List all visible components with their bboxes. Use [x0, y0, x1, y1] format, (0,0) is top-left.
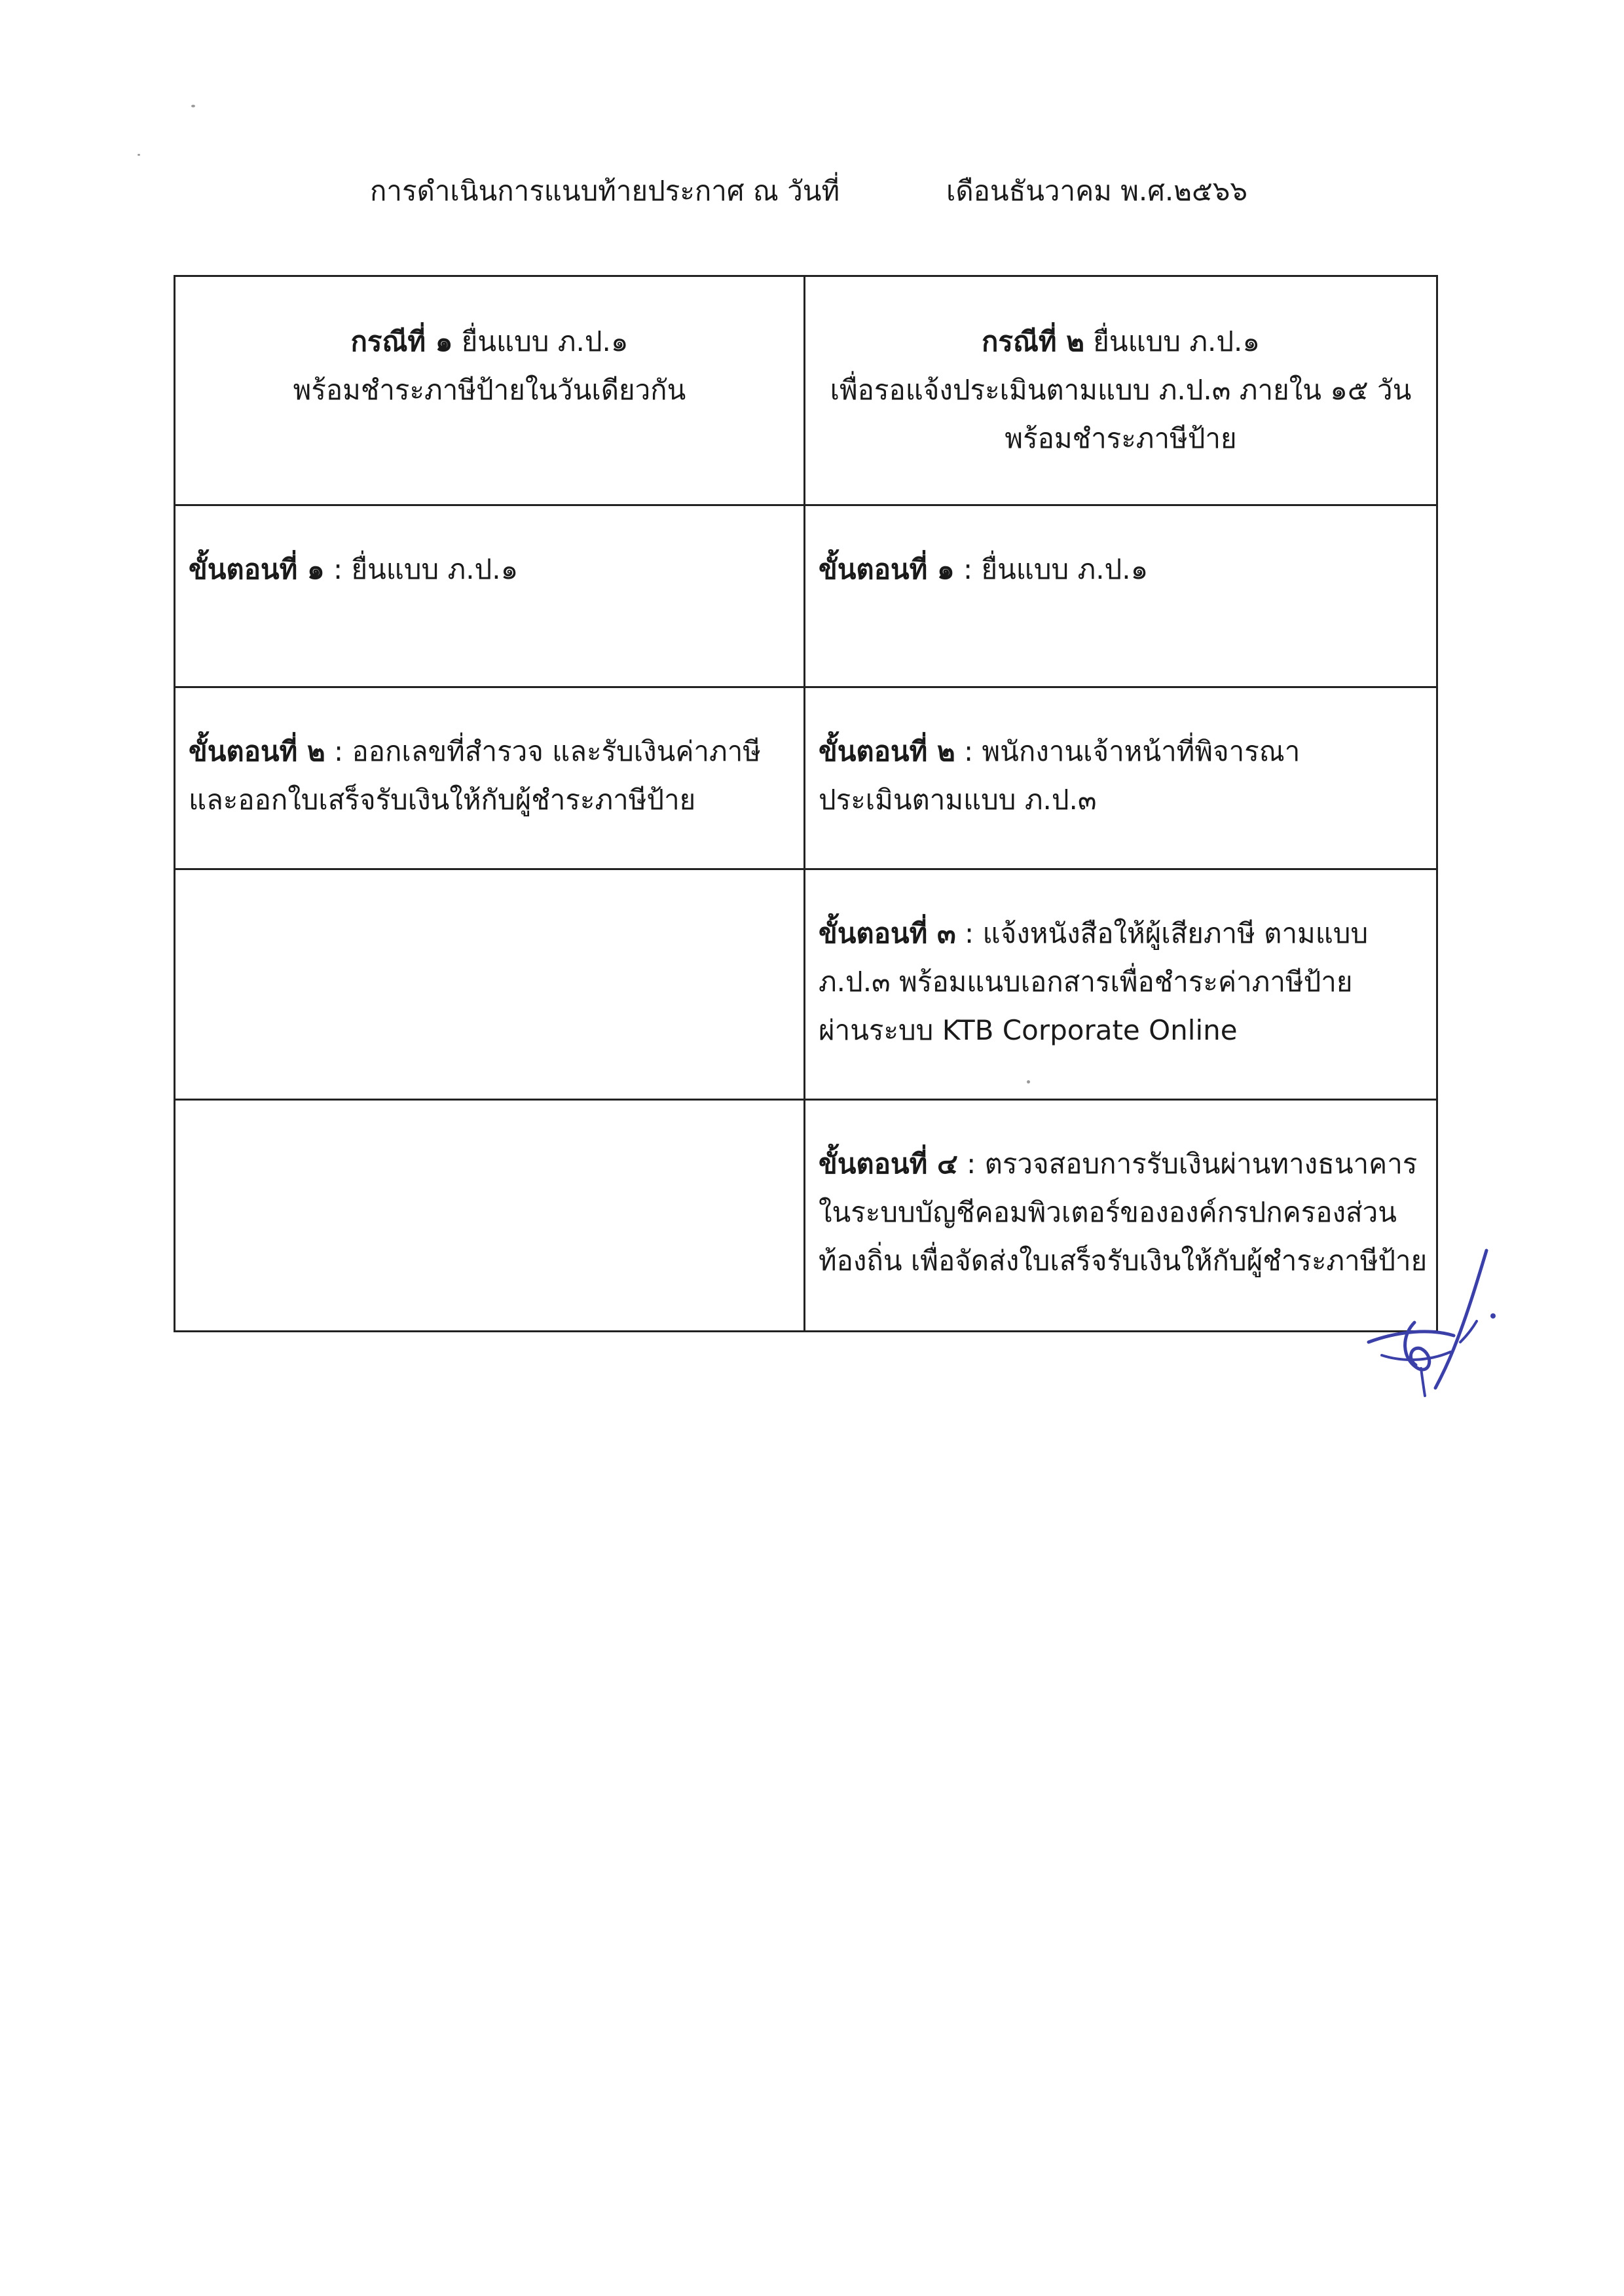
- case-1-line2: พร้อมชำระภาษีป้ายในวันเดียวกัน: [293, 374, 686, 406]
- step-label: ขั้นตอนที่ ๓: [819, 917, 956, 949]
- step-text: ท้องถิ่น เพื่อจัดส่งใบเสร็จรับเงินให้กับผู้ชำระภาษีป้าย: [819, 1245, 1428, 1277]
- step-text: : ยื่นแบบ ภ.ป.๑: [954, 553, 1149, 585]
- case-2-line3: พร้อมชำระภาษีป้าย: [1005, 422, 1237, 454]
- case-2-step-2: [805, 687, 1437, 869]
- step-label: ขั้นตอนที่ ๒: [189, 735, 325, 767]
- case-1-line1: ยื่นแบบ ภ.ป.๑: [452, 325, 629, 357]
- table-row: [175, 1100, 1437, 1332]
- step-text: ผ่านระบบ KTB Corporate Online: [819, 1014, 1238, 1046]
- scan-speck: [138, 154, 140, 156]
- step-label: ขั้นตอนที่ ๑: [819, 553, 955, 585]
- step-label: ขั้นตอนที่ ๒: [819, 735, 955, 767]
- step-text: : แจ้งหนังสือให้ผู้เสียภาษี ตามแบบ: [955, 917, 1369, 949]
- table-row: [175, 505, 1437, 687]
- scan-speck: [1027, 1080, 1030, 1084]
- step-text: : ออกเลขที่สำรวจ และรับเงินค่าภาษี: [325, 735, 761, 767]
- step-text: ภ.ป.๓ พร้อมแนบเอกสารเพื่อชำระค่าภาษีป้าย: [819, 966, 1353, 998]
- step-text: ประเมินตามแบบ ภ.ป.๓: [819, 784, 1097, 816]
- step-label: ขั้นตอนที่ ๑: [189, 553, 325, 585]
- case-2-line1: ยื่นแบบ ภ.ป.๑: [1084, 325, 1261, 357]
- step-text: ในระบบบัญชีคอมพิวเตอร์ขององค์กรปกครองส่วน: [819, 1196, 1397, 1228]
- case-2-step-1: [805, 505, 1437, 687]
- procedure-table: [174, 275, 1438, 1332]
- case-2-step-4: [805, 1100, 1437, 1332]
- step-text: : ตรวจสอบการรับเงินผ่านทางธนาคาร: [957, 1148, 1418, 1180]
- step-text: : ยื่นแบบ ภ.ป.๑: [324, 553, 519, 585]
- scan-speck: [191, 105, 195, 107]
- case-2-line2: เพื่อรอแจ้งประเมินตามแบบ ภ.ป.๓ ภายใน ๑๕ วัน: [830, 374, 1412, 406]
- case-2-header: [805, 276, 1437, 505]
- table-row: [175, 869, 1437, 1100]
- step-text: : พนักงานเจ้าหน้าที่พิจารณา: [955, 735, 1301, 767]
- empty-cell: [175, 869, 805, 1100]
- case-1-header: [175, 276, 805, 505]
- table-row: [175, 687, 1437, 869]
- title-right: เดือนธันวาคม พ.ศ.๒๕๖๖: [946, 175, 1248, 207]
- case-1-step-2: [175, 687, 805, 869]
- step-text: และออกใบเสร็จรับเงินให้กับผู้ชำระภาษีป้าย: [189, 784, 696, 816]
- signature-mark: [1356, 1244, 1500, 1401]
- table-header-row: [175, 276, 1437, 505]
- step-label: ขั้นตอนที่ ๔: [819, 1148, 958, 1180]
- case-2-step-3: [805, 869, 1437, 1100]
- case-1-label: กรณีที่ ๑: [350, 325, 453, 357]
- case-2-label: กรณีที่ ๒: [981, 325, 1084, 357]
- empty-cell: [175, 1100, 805, 1332]
- title-left: การดำเนินการแนบท้ายประกาศ ณ วันที่: [370, 175, 840, 207]
- case-1-step-1: [175, 505, 805, 687]
